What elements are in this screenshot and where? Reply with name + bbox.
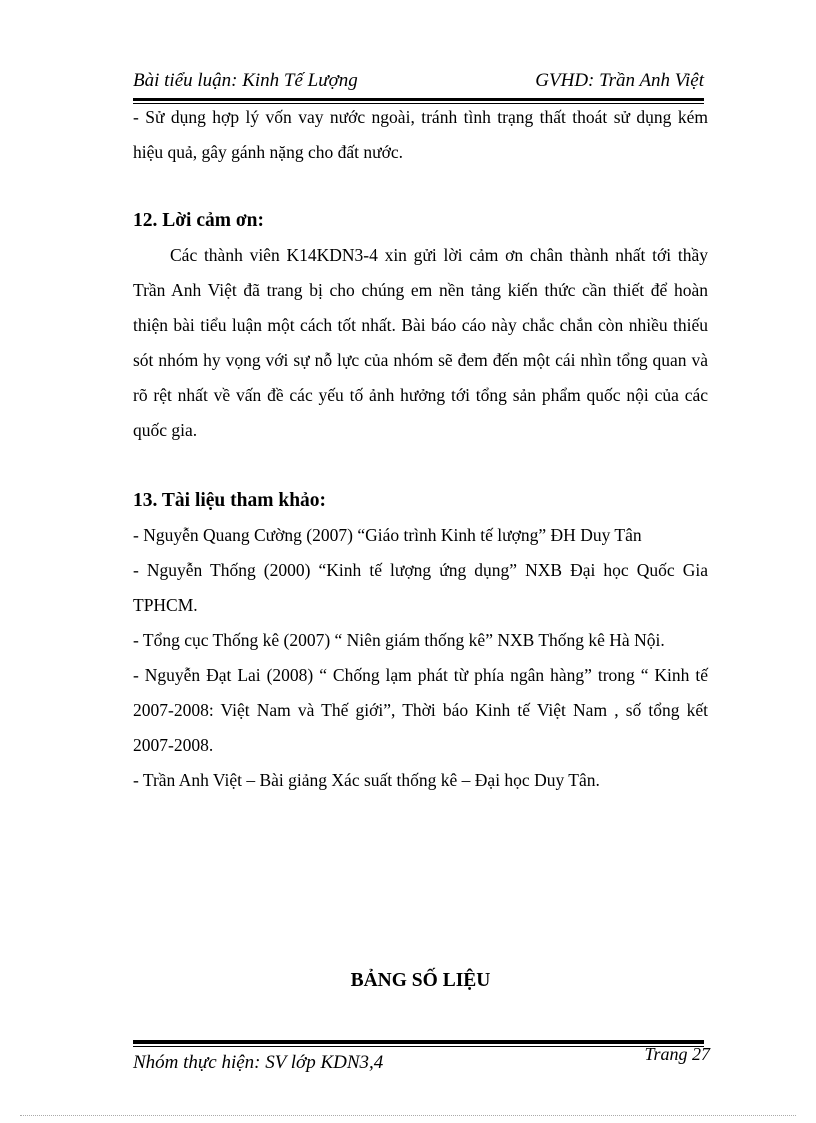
page-edge-dots	[20, 1115, 796, 1116]
intro-paragraph: - Sử dụng hợp lý vốn vay nước ngoài, tránh tình trạng thất thoát sử dụng kém hiệu quả, gây gánh nặng cho đất nước.	[133, 107, 708, 162]
reference-item: - Nguyễn Thống (2000) “Kinh tế lượng ứng dụng” NXB Đại học Quốc Gia TPHCM.	[133, 560, 708, 615]
table-title: BẢNG SỐ LIỆU	[350, 970, 491, 991]
footer-rule-thin	[133, 1046, 704, 1047]
page-number: Trang 27	[644, 1044, 710, 1064]
section-12-paragraph: Các thành viên K14KDN3-4 xin gửi lời cảm ơn chân thành nhất tới thầy Trần Anh Việt đã trang bị cho chúng em nền tảng kiến thức cần thiết để hoàn thiện bài tiểu luận một cách tốt nhất. Bài báo cáo này chắc chắn còn nhiều thiếu sót nhóm hy vọng với sự nỗ lực của nhóm sẽ đem đến một cái nhìn tổng quan và rõ rệt nhất về vấn đề các yếu tố ảnh hưởng tới tổng sản phẩm quốc nội của các quốc gia.	[133, 245, 708, 440]
reference-item: - Nguyễn Quang Cường (2007) “Giáo trình Kinh tế lượng” ĐH Duy Tân	[133, 525, 642, 545]
footer-rule-thick	[133, 1040, 704, 1044]
reference-item: - Nguyễn Đạt Lai (2008) “ Chống lạm phát từ phía ngân hàng” trong “ Kinh tế 2007-2008: Việt Nam và Thế giới”, Thời báo Kinh tế Việt Nam , số tổng kết 2007-2008.	[133, 665, 708, 755]
reference-item: - Trần Anh Việt – Bài giảng Xác suất thống kê – Đại học Duy Tân.	[133, 770, 600, 790]
section-13-heading: 13. Tài liệu tham khảo:	[133, 490, 327, 511]
intro-block	[133, 100, 708, 170]
header-instructor: GVHD: Trần Anh Việt	[535, 70, 704, 91]
footer-group: Nhóm thực hiện: SV lớp KDN3,4	[133, 1052, 384, 1073]
section-12-heading: 12. Lời cảm ơn:	[133, 210, 265, 231]
header-doc-title: Bài tiểu luận: Kinh Tế Lượng	[133, 70, 358, 91]
section-13	[133, 483, 708, 798]
section-12	[133, 203, 708, 448]
reference-item: - Tổng cục Thống kê (2007) “ Niên giám thống kê” NXB Thống kê Hà Nội.	[133, 630, 665, 650]
